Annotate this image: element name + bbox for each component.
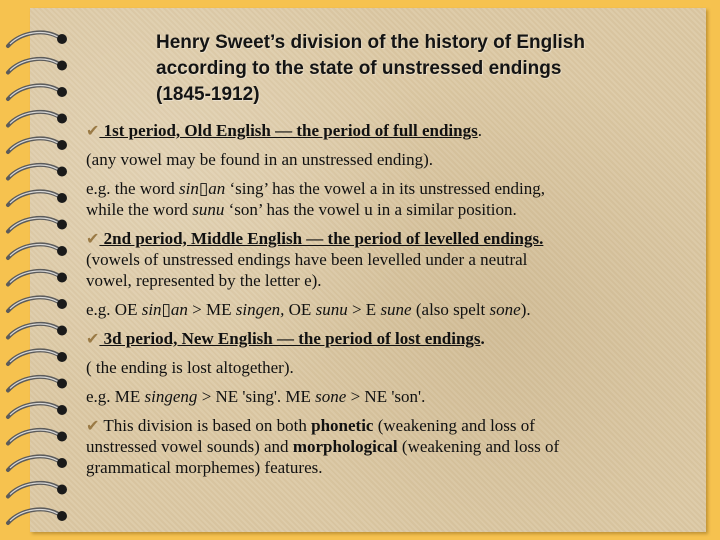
binding-hole [57, 246, 67, 256]
binding-hole [57, 87, 67, 97]
title-line-3: (1845-1912) [156, 84, 260, 105]
binding-hole [57, 34, 67, 44]
example-word: sunu [192, 200, 225, 219]
period-1-note: (any vowel may be found in an unstressed ending). [86, 150, 433, 169]
period-1-example: e.g. the word sin▯an ‘sing’ has the vowel a in its unstressed ending, while the word sunu ‘son’ has the vowel u in a similar position. [86, 179, 546, 219]
binding-hole [57, 299, 67, 309]
period-3-note: ( the ending is lost altogether). [86, 358, 294, 377]
binding-hole [57, 405, 67, 415]
checkmark-icon: ✔ [86, 121, 100, 140]
binding-hole [57, 458, 67, 468]
slide-body [86, 120, 704, 478]
period-2-title: 2nd period, Middle English — the period of levelled endings. [99, 229, 544, 248]
slide-title [156, 30, 676, 108]
period-1-title: 1st period, Old English — the period of full endings [99, 121, 478, 140]
title-line-1: Henry Sweet’s division of the history of English [156, 32, 585, 53]
binding-hole [57, 167, 67, 177]
period-2-note-cont: vowel, represented by the letter e). [86, 271, 322, 290]
title-line-2: according to the state of unstressed endings [156, 58, 562, 79]
period-1-heading: ✔ 1st period, Old English — the period of full endings. [86, 121, 482, 140]
binding-hole [57, 193, 67, 203]
binding-hole [57, 485, 67, 495]
period-3-title: 3d period, New English — the period of lost endings [99, 329, 481, 348]
checkmark-icon: ✔ [86, 416, 100, 435]
summary-note: ✔ This division is based on both phonetic (weakening and loss of unstressed vowel sounds) and morphological (weakening and loss of grammatical morphemes) features. [86, 416, 560, 477]
binding-hole [57, 511, 67, 521]
binding-hole [57, 140, 67, 150]
binding-hole [57, 352, 67, 362]
spiral-binding [0, 20, 80, 540]
binding-hole [57, 273, 67, 283]
binding-hole [57, 326, 67, 336]
checkmark-icon: ✔ [86, 329, 100, 348]
binding-hole [57, 432, 67, 442]
period-2-note: (vowels of unstressed endings have been levelled under a neutral [86, 250, 528, 269]
binding-hole [57, 61, 67, 71]
example-word: sin▯an [179, 179, 226, 198]
period-3-example: e.g. ME singeng > NE 'sing'. ME sone > NE 'son'. [86, 387, 426, 406]
checkmark-icon: ✔ [86, 229, 100, 248]
period-3-heading: ✔ 3d period, New English — the period of lost endings. [86, 329, 485, 348]
period-2-heading [86, 228, 704, 291]
binding-hole [57, 220, 67, 230]
period-2-example: e.g. OE sin▯an > ME singen, OE sunu > E sune (also spelt sone). [86, 300, 531, 319]
binding-hole [57, 379, 67, 389]
binding-hole [57, 114, 67, 124]
